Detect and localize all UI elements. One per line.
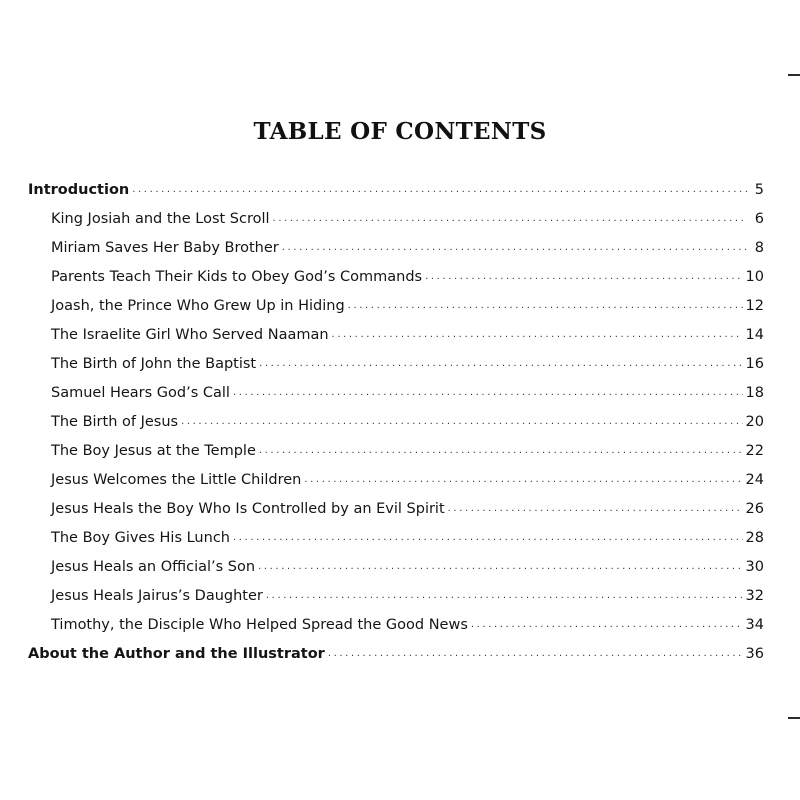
toc-entry-birth-of-jesus[interactable] [51,409,764,431]
dot-leader [332,330,743,340]
toc-entry-title: Jesus Welcomes the Little Children [51,472,302,488]
dot-leader [471,620,743,630]
toc-entry-page: 16 [745,356,764,372]
dot-leader [258,562,742,572]
toc-entry-boy-gives-lunch[interactable] [51,525,764,547]
toc-entry-evil-spirit[interactable] [51,496,764,518]
toc-entry-page: 32 [745,588,764,604]
toc-entry-title: The Boy Jesus at the Temple [51,443,256,459]
toc-entry-timothy[interactable] [51,612,764,634]
toc-entry-title: The Birth of Jesus [51,414,179,430]
toc-entry-boy-jesus-temple[interactable] [51,438,764,460]
toc-entry-title: Jesus Heals Jairus’s Daughter [51,588,263,604]
toc-entry-page: 20 [745,414,764,430]
dot-leader [132,185,747,195]
toc-entry-title: Miriam Saves Her Baby Brother [51,240,279,256]
toc-entry-page: 28 [745,530,764,546]
toc-entry-title: Jesus Heals the Boy Who Is Controlled by an Evil Spirit [51,501,445,517]
toc-entry-title: Timothy, the Disciple Who Helped Spread the Good News [51,617,468,633]
toc-entry-page: 26 [745,501,764,517]
dot-leader [181,417,742,427]
dot-leader [282,243,747,253]
toc-entry-king-josiah[interactable] [51,206,764,228]
toc-entry-title: About the Author and the Illustrator [28,646,325,662]
toc-entry-page: 18 [745,385,764,401]
toc-entry-about-author[interactable] [28,641,764,663]
dot-leader [233,388,743,398]
toc-entry-title: The Boy Gives His Lunch [51,530,230,546]
toc-entry-page: 10 [745,269,764,285]
toc-entry-israelite-girl[interactable] [51,322,764,344]
dot-leader [425,272,742,282]
toc-entry-title: Joash, the Prince Who Grew Up in Hiding [51,298,345,314]
page-edge-mark-bottom [788,717,800,719]
toc-entry-parents-teach[interactable] [51,264,764,286]
toc-entry-officials-son[interactable] [51,554,764,576]
toc-entry-title: Samuel Hears God’s Call [51,385,230,401]
toc-entry-title: King Josiah and the Lost Scroll [51,211,270,227]
toc-entry-page: 6 [754,211,764,227]
dot-leader [259,359,742,369]
toc-entry-title: The Birth of John the Baptist [51,356,257,372]
toc-entry-jairus-daughter[interactable] [51,583,764,605]
dot-leader [348,301,743,311]
dot-leader [259,446,743,456]
toc-entry-miriam[interactable] [51,235,764,257]
toc-entry-title: Jesus Heals an Official’s Son [51,559,256,575]
toc-entry-introduction[interactable] [28,177,764,199]
toc-entry-page: 14 [745,327,764,343]
toc-entry-page: 8 [754,240,764,256]
toc-entry-page: 30 [745,559,764,575]
toc-entry-page: 5 [754,182,764,198]
dot-leader [328,649,743,659]
toc-entry-page: 22 [745,443,764,459]
dot-leader [273,214,747,224]
dot-leader [448,504,743,514]
toc-entry-john-the-baptist[interactable] [51,351,764,373]
toc-entry-page: 12 [745,298,764,314]
toc-entry-title: The Israelite Girl Who Served Naaman [51,327,329,343]
toc-entry-page: 24 [745,472,764,488]
toc-entry-page: 36 [745,646,764,662]
toc-entry-little-children[interactable] [51,467,764,489]
dot-leader [304,475,742,485]
dot-leader [233,533,743,543]
toc-entry-title: Parents Teach Their Kids to Obey God’s Commands [51,269,423,285]
toc-entry-title: Introduction [28,182,130,198]
toc-entry-joash[interactable] [51,293,764,315]
page-title: TABLE OF CONTENTS [253,118,547,145]
toc-entry-page: 34 [745,617,764,633]
toc-entry-samuel[interactable] [51,380,764,402]
dot-leader [266,591,743,601]
page-edge-mark-top [788,74,800,76]
